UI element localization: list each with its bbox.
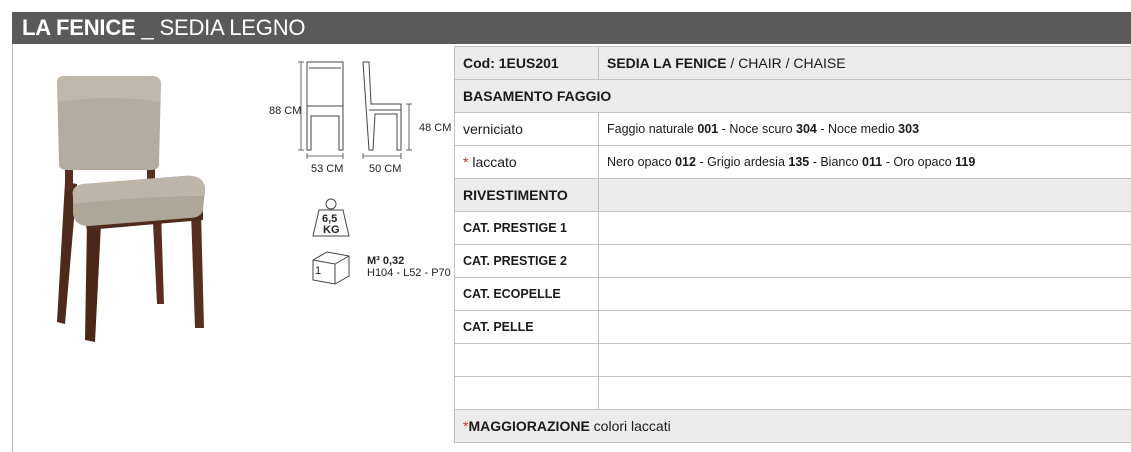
chair-photo [43,72,223,352]
title-bar [12,12,1131,44]
product-name: LA FENICE [22,15,136,40]
dimension-drawing [263,58,463,298]
lacquered-options: Nero opaco 012 - Grigio ardesia 135 - Bianco 011 - Oro opaco 119 [599,146,1131,179]
weight-value: 6,5 [322,213,338,225]
seat-height-label: 48 CM [419,122,452,134]
product-subtitle: SEDIA LEGNO [159,15,306,40]
lacquered-label: * laccato [455,146,599,179]
volume-label: M³ 0,32 [367,255,405,267]
width-label: 53 CM [311,163,344,175]
base-title-row [455,80,1131,113]
image-panel [12,44,454,452]
weight-icon [313,199,349,236]
category-row [455,212,1131,245]
painted-options: Faggio naturale 001 - Noce scuro 304 - Noce medio 303 [599,113,1131,146]
category-row [455,311,1131,344]
category-label: CAT. PRESTIGE 2 [455,245,599,278]
upholstery-row [455,179,1131,212]
chair-side-outline-icon [363,62,401,150]
surcharge-row [455,410,1131,443]
chair-front-outline-icon [307,62,343,150]
painted-label: verniciato [455,113,599,146]
category-label: CAT. ECOPELLE [455,278,599,311]
category-label: CAT. PRESTIGE 1 [455,212,599,245]
product-description: SEDIA LA FENICE / CHAIR / CHAISE [599,47,1131,80]
category-row [455,245,1131,278]
painted-row [455,113,1131,146]
product-code: Cod: 1EUS201 [455,47,599,80]
empty-row [455,344,1131,377]
surcharge-note: *MAGGIORAZIONE colori laccati [455,410,1131,443]
category-label: CAT. PELLE [455,311,599,344]
category-row [455,278,1131,311]
title-separator: _ [141,15,154,40]
spec-table [454,46,1131,443]
weight-unit: KG [323,224,340,236]
height-label: 88 CM [269,105,302,117]
depth-label: 50 CM [369,163,402,175]
empty-row [455,377,1131,410]
package-count: 1 [315,265,322,277]
package-size-label: H104 - L52 - P70 [367,267,451,279]
base-title: BASAMENTO FAGGIO [455,80,1131,113]
upholstery-value [599,179,1131,212]
lacquered-row [455,146,1131,179]
code-row [455,47,1131,80]
upholstery-title: RIVESTIMENTO [455,179,599,212]
